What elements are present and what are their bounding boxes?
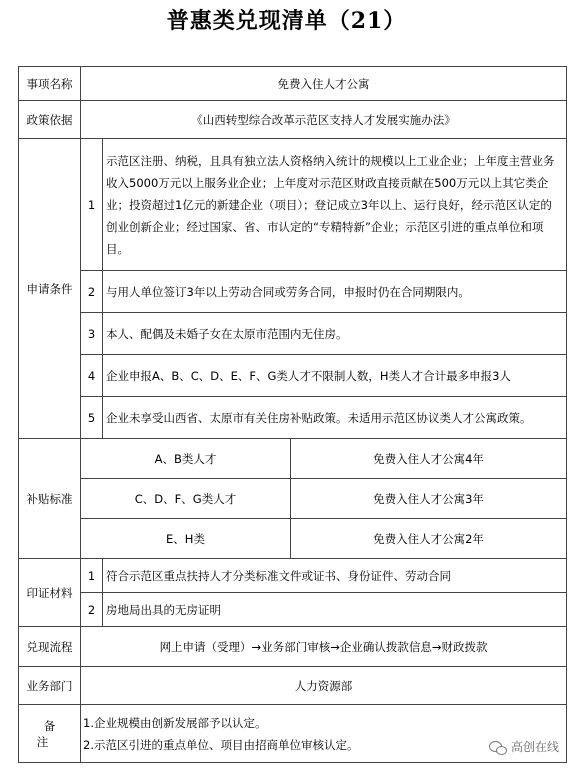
condition-text: 与用人单位签订3年以上劳动合同或劳务合同，申报时仍在合同期限内。 [103, 271, 567, 313]
row-policy-basis [19, 101, 567, 139]
subsidy-benefit: 免费入住人才公寓3年 [291, 479, 567, 519]
row-notes [19, 705, 567, 763]
subsidy-row [19, 479, 567, 519]
notes-label-text: 备注 [36, 718, 70, 749]
condition-row [19, 355, 567, 397]
condition-number: 1 [81, 139, 103, 271]
process-label: 兑现流程 [19, 627, 81, 667]
note-line: 1.企业规模由创新发展部予以认定。 [83, 715, 267, 730]
conditions-label: 申请条件 [19, 139, 81, 439]
department-value: 人力资源部 [81, 667, 567, 705]
subsidy-benefit: 免费入住人才公寓2年 [291, 519, 567, 559]
condition-number: 5 [81, 397, 103, 439]
subsidy-label: 补贴标准 [19, 439, 81, 559]
row-department [19, 667, 567, 705]
subsidy-category: C、D、F、G类人才 [81, 479, 291, 519]
row-process [19, 627, 567, 667]
subsidy-row [19, 439, 567, 479]
condition-text: 企业申报A、B、C、D、E、F、G类人才不限制人数，H类人才合计最多申报3人 [103, 355, 567, 397]
material-row [19, 559, 567, 593]
redemption-table [18, 66, 567, 763]
policy-basis-value: 《山西转型综合改革示范区支持人才发展实施办法》 [81, 101, 567, 139]
department-label: 业务部门 [19, 667, 81, 705]
material-row [19, 593, 567, 627]
subsidy-category: E、H类 [81, 519, 291, 559]
watermark [489, 738, 559, 755]
note-line: 2.示范区引进的重点单位、项目由招商单位审核认定。 [83, 737, 359, 752]
condition-text: 本人、配偶及未婚子女在太原市范围内无住房。 [103, 313, 567, 355]
materials-label: 印证材料 [19, 559, 81, 627]
material-text: 房地局出具的无房证明 [103, 593, 567, 627]
page-title: 普惠类兑现清单（21） [166, 8, 407, 34]
condition-row [19, 313, 567, 355]
item-name-label: 事项名称 [19, 67, 81, 101]
watermark-text: 高创在线 [510, 740, 559, 754]
row-item-name [19, 67, 567, 101]
policy-basis-label: 政策依据 [19, 101, 81, 139]
wechat-icon [489, 740, 507, 754]
material-number: 1 [81, 559, 103, 593]
subsidy-benefit: 免费入住人才公寓4年 [291, 439, 567, 479]
material-text: 符合示范区重点扶持人才分类标准文件或证书、身份证件、劳动合同 [103, 559, 567, 593]
notes-label [19, 705, 81, 763]
condition-text: 示范区注册、纳税，且具有独立法人资格纳入统计的规模以上工业企业；上年度主营业务收入5000万元以上服务业企业；上年度对示范区财政直接贡献在500万元以上其它类企业；投资超过1亿元的新建企业（项目）；登记成立3年以上、运行良好，经示范区认定的创业创新企业；经过国家、省、市认定的“专精特新”企业；示范区引进的重点单位和项目。 [103, 139, 567, 271]
subsidy-category: A、B类人才 [81, 439, 291, 479]
condition-number: 2 [81, 271, 103, 313]
condition-row [19, 271, 567, 313]
condition-text: 企业未享受山西省、太原市有关住房补贴政策。未适用示范区协议类人才公寓政策。 [103, 397, 567, 439]
subsidy-row [19, 519, 567, 559]
condition-row [19, 139, 567, 271]
item-name-value: 免费入住人才公寓 [81, 67, 567, 101]
condition-row [19, 397, 567, 439]
material-number: 2 [81, 593, 103, 627]
condition-number: 3 [81, 313, 103, 355]
process-value: 网上申请（受理）→业务部门审核→企业确认拨款信息→财政拨款 [81, 627, 567, 667]
condition-number: 4 [81, 355, 103, 397]
